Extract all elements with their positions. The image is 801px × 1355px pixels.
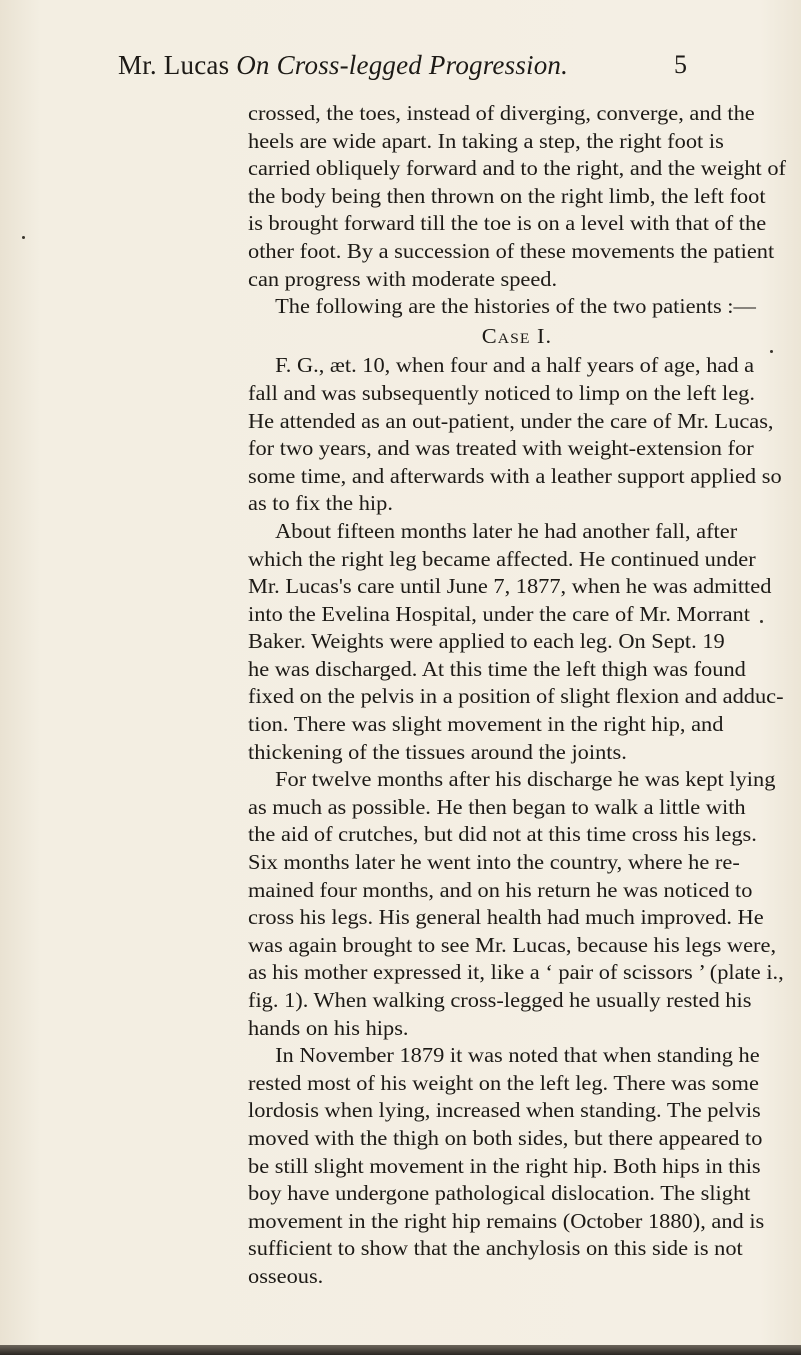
text-line: be still slight movement in the right hip. Both hips in this — [248, 1153, 761, 1178]
text-line: carried obliquely forward and to the right, and the weight of — [248, 156, 786, 181]
text-line: heels are wide apart. In taking a step, the right foot is — [248, 128, 724, 153]
text-line: Six months later he went into the country, where he re- — [248, 850, 740, 875]
text-line: cross his legs. His general health had much improved. He — [248, 905, 764, 930]
text-line: thickening of the tissues around the joints. — [248, 739, 627, 764]
text-line: he was discharged. At this time the left thigh was found — [248, 656, 746, 681]
text-line: which the right leg became affected. He continued under — [248, 546, 756, 571]
text-line: sufficient to show that the anchylosis on this side is not — [248, 1236, 743, 1261]
text-line: In November 1879 it was noted that when standing he — [275, 1043, 760, 1068]
body-text — [248, 100, 786, 1291]
text-line: mained four months, and on his return he was noticed to — [248, 877, 753, 902]
text-line: the aid of crutches, but did not at this time cross his legs. — [248, 822, 757, 847]
text-line: lordosis when lying, increased when standing. The pelvis — [248, 1098, 761, 1123]
text-line: was again brought to see Mr. Lucas, because his legs were, — [248, 932, 777, 957]
running-title-author: Mr. Lucas — [118, 50, 230, 80]
text-line: rested most of his weight on the left leg. There was some — [248, 1070, 759, 1095]
print-speck — [770, 350, 773, 353]
text-line: Baker. Weights were applied to each leg. On Sept. 19 — [248, 629, 725, 654]
running-title-text: On Cross-legged Progression. — [236, 50, 569, 80]
text-line: hands on his hips. — [248, 1015, 409, 1040]
text-line: About fifteen months later he had another fall, after — [275, 518, 738, 543]
text-line: fig. 1). When walking cross-legged he usually rested his — [248, 988, 752, 1012]
text-line: The following are the histories of the two patients :— — [275, 294, 756, 319]
text-line: fall and was subsequently noticed to limp on the left leg. — [248, 380, 755, 405]
text-line: osseous. — [248, 1263, 324, 1288]
page-number: 5 — [674, 50, 687, 79]
running-title — [118, 50, 568, 81]
text-line: as much as possible. He then began to walk a little with — [248, 794, 746, 819]
running-head — [0, 50, 801, 90]
print-speck — [760, 620, 763, 623]
section-heading: Case I. — [481, 323, 553, 348]
text-line: F. G., æt. 10, when four and a half years of age, had a — [275, 353, 755, 378]
text-line: He attended as an out-patient, under the care of Mr. Lucas, — [248, 408, 774, 433]
text-line: can progress with moderate speed. — [248, 266, 558, 291]
text-line: the body being then thrown on the right limb, the left foot — [248, 183, 766, 208]
text-line: boy have undergone pathological dislocation. The slight — [248, 1181, 751, 1206]
text-line: movement in the right hip remains (October 1880), and is — [248, 1208, 765, 1233]
text-line: moved with the thigh on both sides, but there appeared to — [248, 1125, 763, 1150]
text-line: some time, and afterwards with a leather support applied so — [248, 463, 782, 488]
text-line: as his mother expressed it, like a ‘ pair of scissors ’ (plate i., — [248, 960, 784, 985]
text-line: into the Evelina Hospital, under the care of Mr. Morrant — [248, 601, 750, 626]
text-line: as to fix the hip. — [248, 491, 393, 516]
print-speck — [22, 236, 25, 239]
text-line: Mr. Lucas's care until June 7, 1877, when he was admitted — [248, 574, 772, 599]
text-line: crossed, the toes, instead of diverging, converge, and the — [248, 101, 755, 125]
text-line: For twelve months after his discharge he was kept lying — [275, 767, 776, 792]
text-line: other foot. By a succession of these movements the patient — [248, 238, 775, 263]
text-line: fixed on the pelvis in a position of slight flexion and adduc- — [248, 684, 784, 709]
text-line: tion. There was slight movement in the right hip, and — [248, 712, 724, 737]
page-bottom-edge — [0, 1345, 801, 1355]
text-line: is brought forward till the toe is on a level with that of the — [248, 211, 767, 236]
text-line: for two years, and was treated with weight-extension for — [248, 436, 754, 461]
